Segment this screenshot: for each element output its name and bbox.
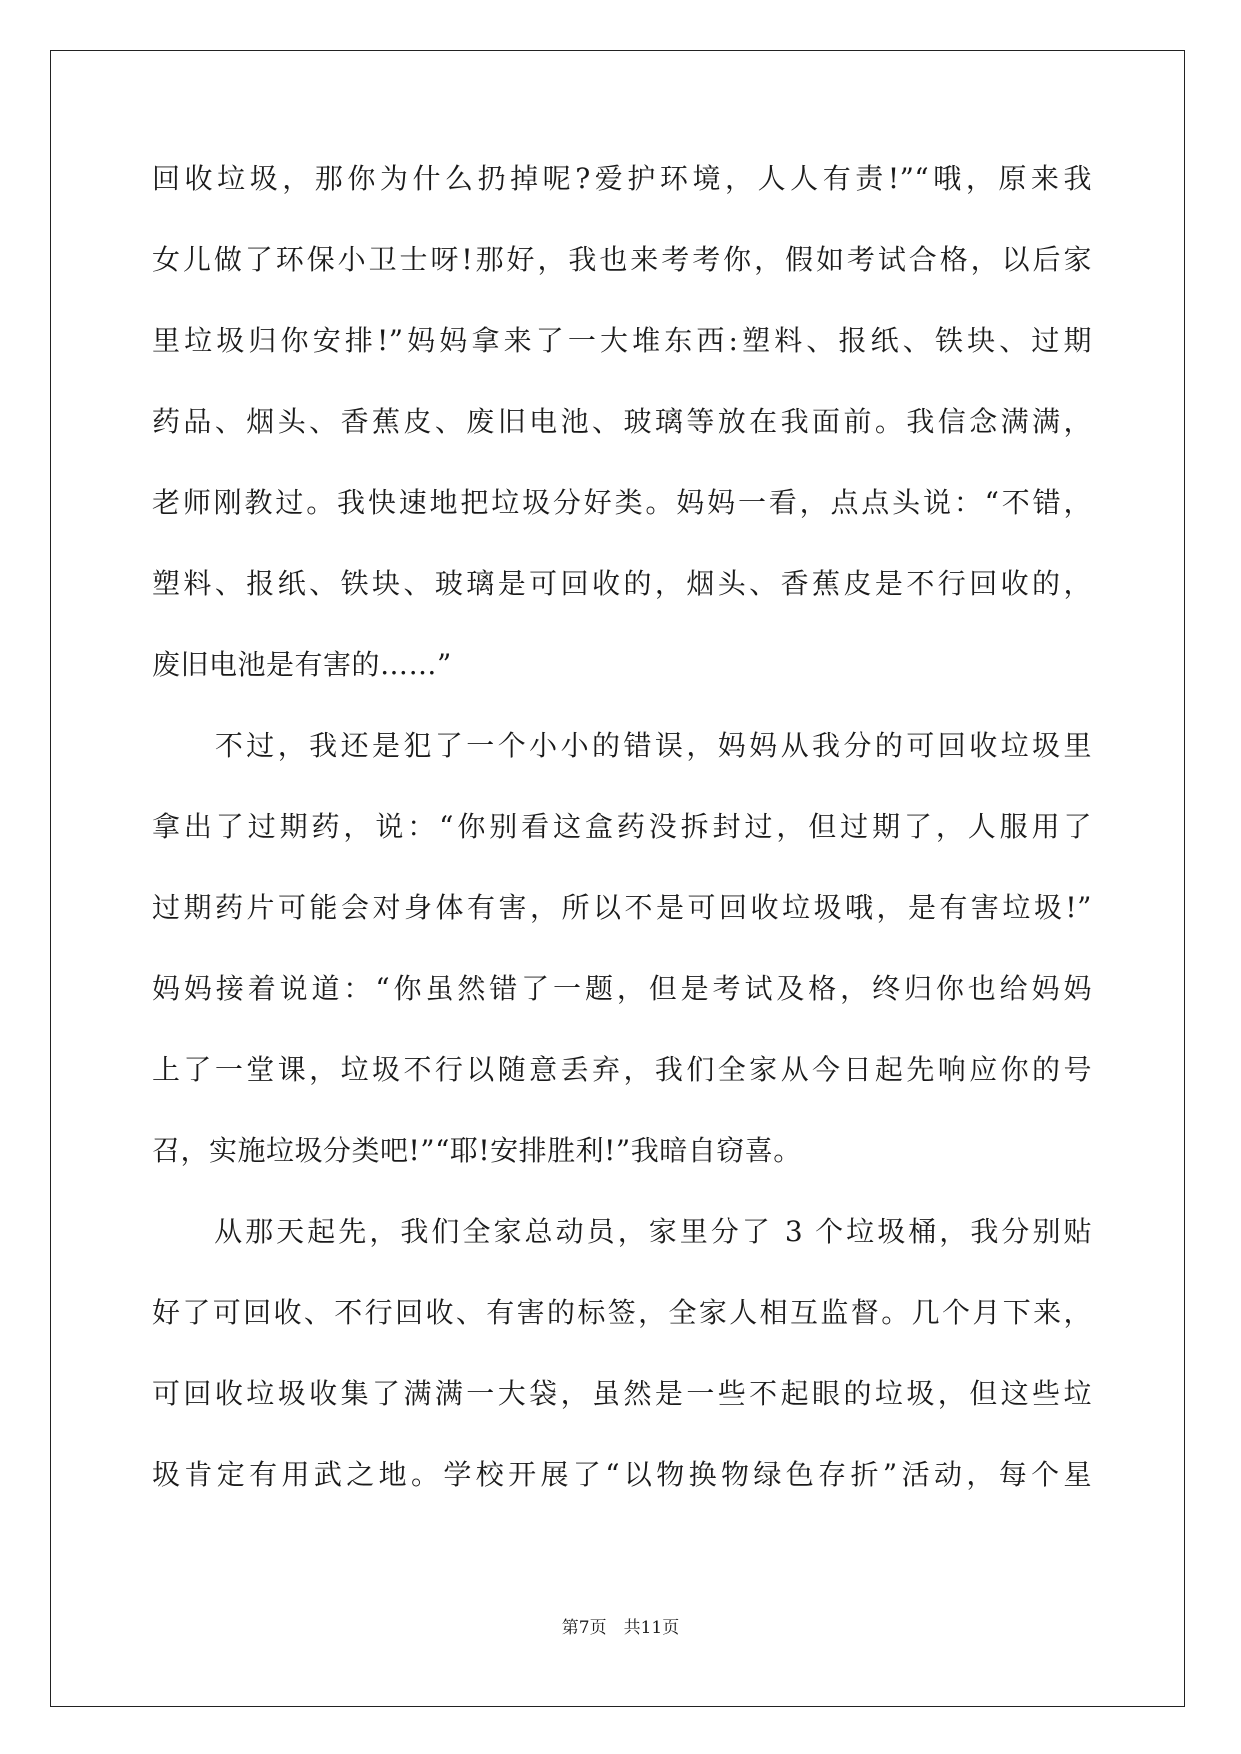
text-line: 老师刚教过。我快速地把垃圾分好类。妈妈一看，点点头说：“不错， <box>152 486 1092 519</box>
text-line: 废旧电池是有害的……” <box>152 648 452 681</box>
text-line: 里垃圾归你安排!”妈妈拿来了一大堆东西:塑料、报纸、铁块、过期 <box>152 324 1092 357</box>
text-line: 召，实施垃圾分类吧!”“耶!安排胜利!”我暗自窃喜。 <box>152 1134 802 1167</box>
text-line: 好了可回收、不行回收、有害的标签，全家人相互监督。几个月下来， <box>152 1296 1092 1329</box>
text-line: 回收垃圾，那你为什么扔掉呢?爱护环境，人人有责!”“哦，原来我 <box>152 162 1092 195</box>
text-line: 塑料、报纸、铁块、玻璃是可回收的，烟头、香蕉皮是不行回收的， <box>152 567 1092 600</box>
text-line: 可回收垃圾收集了满满一大袋，虽然是一些不起眼的垃圾，但这些垃 <box>152 1377 1092 1410</box>
text-line: 从那天起先，我们全家总动员，家里分了 3 个垃圾桶，我分别贴 <box>152 1215 1092 1248</box>
text-line: 不过，我还是犯了一个小小的错误，妈妈从我分的可回收垃圾里 <box>152 729 1092 762</box>
text-line: 上了一堂课，垃圾不行以随意丢弃，我们全家从今日起先响应你的号 <box>152 1053 1092 1086</box>
document-body <box>152 159 1092 1536</box>
text-line: 药品、烟头、香蕉皮、废旧电池、玻璃等放在我面前。我信念满满， <box>152 405 1092 438</box>
text-line: 拿出了过期药，说：“你别看这盒药没拆封过，但过期了，人服用了 <box>152 810 1092 843</box>
text-line: 圾肯定有用武之地。学校开展了“以物换物绿色存折”活动，每个星 <box>152 1458 1092 1491</box>
page-number-footer: 第7页 共11页 <box>561 1618 680 1638</box>
text-line: 女儿做了环保小卫士呀!那好，我也来考考你，假如考试合格，以后家 <box>152 243 1092 276</box>
text-line: 妈妈接着说道：“你虽然错了一题，但是考试及格，终归你也给妈妈 <box>152 972 1092 1005</box>
text-line: 过期药片可能会对身体有害，所以不是可回收垃圾哦，是有害垃圾!” <box>152 891 1092 924</box>
